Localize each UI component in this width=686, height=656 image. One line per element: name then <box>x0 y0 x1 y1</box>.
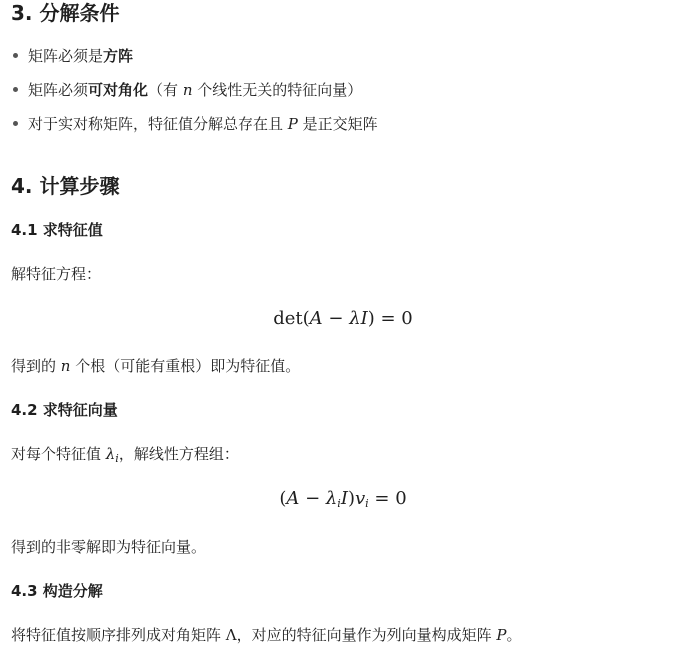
bullet-dot-icon <box>13 87 18 92</box>
list-item: 矩阵必须可对角化（有 n 个线性无关的特征向量） <box>11 79 362 101</box>
list-item: 矩阵必须是方阵 <box>11 45 133 67</box>
step-4-1-heading: 4.1 求特征值 <box>11 221 103 239</box>
bullet-dot-icon <box>13 121 18 126</box>
characteristic-equation: det(A − λI) = 0 <box>273 308 413 329</box>
list-item: 对于实对称矩阵，特征值分解总存在且 P 是正交矩阵 <box>11 113 378 135</box>
step-4-3-text: 将特征值按顺序排列成对角矩阵 Λ，对应的特征向量作为列向量构成矩阵 P。 <box>11 626 522 644</box>
step-4-2-heading: 4.2 求特征向量 <box>11 401 118 419</box>
step-4-1-intro: 解特征方程： <box>11 265 102 283</box>
step-4-2-result: 得到的非零解即为特征向量。 <box>11 538 207 556</box>
section-3-heading: 3. 分解条件 <box>11 1 120 25</box>
step-4-3-heading: 4.3 构造分解 <box>11 582 103 600</box>
step-4-1-result: 得到的 n 个根（可能有重根）即为特征值。 <box>11 357 301 375</box>
bullet-dot-icon <box>13 53 18 58</box>
eigenvector-equation: $(A - \lambda_iI)v_i = 0$ <box>279 488 407 510</box>
step-4-2-intro: 对每个特征值 $\lambda_i$，解线性方程组： <box>11 445 239 465</box>
section-4-heading: 4. 计算步骤 <box>11 174 120 198</box>
